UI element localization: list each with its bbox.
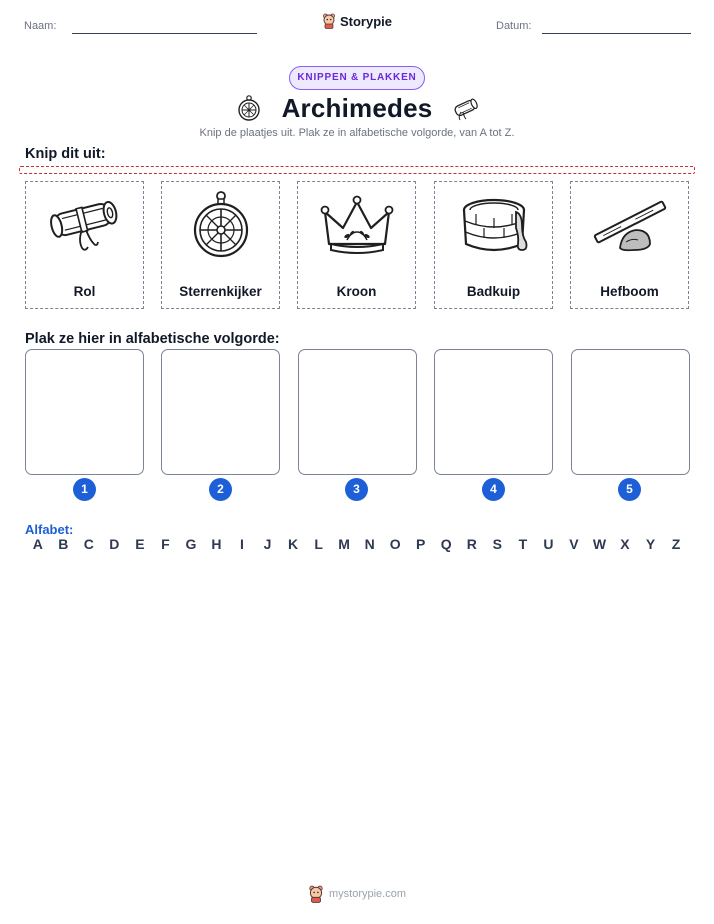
storypie-logo-icon: [308, 885, 324, 903]
alphabet-letter: I: [240, 536, 244, 552]
slot-number-badge: 3: [345, 478, 368, 501]
slot-number-badge: 1: [73, 478, 96, 501]
alphabet-label: Alfabet:: [25, 522, 74, 537]
alphabet-letter: T: [518, 536, 528, 552]
date-label: Datum:: [496, 20, 532, 32]
card-kroon[interactable]: [297, 181, 416, 309]
alphabet-letter: N: [364, 536, 375, 552]
card-label: Rol: [73, 284, 96, 299]
alphabet-letter: A: [32, 536, 43, 552]
alphabet-letter: R: [466, 536, 477, 552]
alphabet-letter: X: [620, 536, 630, 552]
alphabet-letter: H: [211, 536, 222, 552]
brand-name: Storypie: [339, 13, 392, 29]
title-row: [0, 88, 714, 128]
footer-url: mystorypie.com: [328, 888, 407, 900]
card-label: Hefboom: [600, 284, 659, 299]
card-label: Kroon: [336, 284, 377, 299]
alphabet-letter: L: [314, 536, 323, 552]
alphabet-letter: W: [592, 536, 607, 552]
paste-slot-4[interactable]: [434, 349, 553, 475]
name-label: Naam:: [24, 20, 57, 32]
instructions: Knip de plaatjes uit. Plak ze in alfabetische volgorde, van A tot Z.: [199, 127, 515, 139]
alphabet-row: [25, 536, 689, 552]
paste-slot-3[interactable]: [298, 349, 417, 475]
slot-number-badge: 5: [618, 478, 641, 501]
alphabet-letter: J: [263, 536, 272, 552]
storypie-logo-icon: [322, 13, 336, 29]
paste-slot-1[interactable]: [25, 349, 144, 475]
alphabet-letter: K: [288, 536, 299, 552]
alphabet-letter: F: [161, 536, 170, 552]
paste-heading: Plak ze hier in alfabetische volgorde:: [25, 331, 280, 347]
cut-heading: Knip dit uit:: [25, 146, 106, 162]
scroll-icon: [45, 190, 125, 262]
slot-number-badge: 2: [209, 478, 232, 501]
alphabet-letter: C: [83, 536, 94, 552]
compass-icon: [181, 190, 261, 262]
scroll-icon: [450, 93, 480, 123]
bathtub-icon: [454, 190, 534, 262]
card-hefboom[interactable]: [570, 181, 689, 309]
alphabet-letter: E: [135, 536, 145, 552]
alphabet-letter: P: [416, 536, 426, 552]
alphabet-letter: Z: [671, 536, 681, 552]
paste-slot-5[interactable]: [571, 349, 690, 475]
alphabet-letter: U: [543, 536, 554, 552]
lever-icon: [590, 190, 670, 262]
alphabet-letter: G: [185, 536, 197, 552]
card-rol[interactable]: [25, 181, 144, 309]
paste-slot-2[interactable]: [161, 349, 280, 475]
crown-icon: [317, 190, 397, 262]
card-label: Sterrenkijker: [179, 284, 262, 299]
footer: [0, 885, 714, 903]
alphabet-letter: Y: [645, 536, 656, 552]
page-title: Archimedes: [281, 92, 433, 123]
alphabet-letter: V: [569, 536, 579, 552]
slot-number-badge: 4: [482, 478, 505, 501]
alphabet-letter: M: [338, 536, 350, 552]
card-badkuip[interactable]: [434, 181, 553, 309]
date-field[interactable]: [542, 33, 691, 34]
alphabet-letter: Q: [440, 536, 452, 552]
alphabet-letter: O: [389, 536, 401, 552]
activity-badge: KNIPPEN & PLAKKEN: [289, 66, 425, 90]
cut-line: [19, 166, 695, 174]
compass-icon: [234, 93, 264, 123]
alphabet-letter: D: [109, 536, 120, 552]
brand: [0, 13, 714, 34]
alphabet-letter: B: [58, 536, 69, 552]
card-sterrenkijker[interactable]: [161, 181, 280, 309]
alphabet-letter: S: [492, 536, 502, 552]
card-label: Badkuip: [466, 284, 521, 299]
